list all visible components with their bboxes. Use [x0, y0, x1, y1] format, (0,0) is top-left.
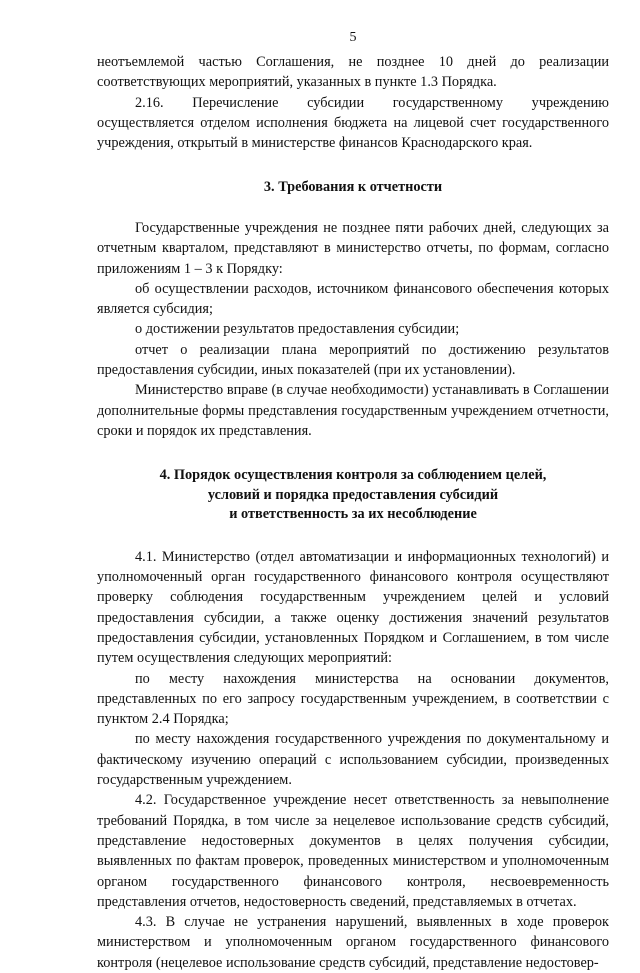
section-3-paragraph: Государственные учреждения не позднее пяти рабочих дней, следующих за отчетным кварталом, представляют в министерство отчеты, по формам, согласно приложениям 1 – 3 к Порядку: — [97, 219, 609, 277]
section-4-paragraph: по месту нахождения министерства на основании документов, представленных по его запросу государственным учреждением, в соответствии с пунктом 2.4 Порядка; — [97, 670, 609, 728]
page-number: 5 — [349, 30, 357, 45]
paragraph-4-1: 4.1. Министерство (отдел автоматизации и информационных технологий) и уполномоченный орган государственного финансового контроля осуществляют проверку соблюдения государственным учреждением целей и условий предоставления субсидии, а также оценку достижения значений результатов предоставления субсидии, установленных Порядком и Соглашением, в том числе путем осуществления следующих мероприятий: — [97, 548, 609, 667]
section-4-heading-line: 4. Порядок осуществления контроля за соблюдением целей, — [159, 467, 547, 484]
paragraph-4-3: 4.3. В случае не устранения нарушений, выявленных в ходе проверок министерством и уполномоченным органом государственного финансового контроля (нецелевое использование средств субсидий, представление недостовер- — [97, 914, 609, 971]
document-page — [97, 30, 609, 973]
section-4-heading — [97, 466, 609, 525]
paragraph-continuation: неотъемлемой частью Соглашения, не позднее 10 дней до реализации соответствующих мероприятий, указанных в пункте 1.3 Порядка. — [97, 54, 609, 91]
section-4-heading-line: и ответственность за их несоблюдение — [229, 506, 477, 523]
paragraph-2-16: 2.16. Перечисление субсидии государственному учреждению осуществляется отделом исполнения бюджета на лицевой счет государственного учреждения, открытый в министерстве финансов Краснодарского края. — [97, 94, 609, 152]
section-3-paragraph: о достижении результатов предоставления субсидии; — [135, 321, 460, 338]
section-4-heading-line: условий и порядка предоставления субсидий — [207, 486, 499, 503]
section-3-paragraph: об осуществлении расходов, источником финансового обеспечения которых является субсидия; — [97, 280, 609, 318]
section-4-paragraph: по месту нахождения государственного учреждения по документальному и фактическому изучению операций с использованием субсидии, произведенных государственным учреждением. — [97, 731, 609, 789]
section-3-heading: 3. Требования к отчетности — [263, 179, 443, 196]
paragraph-4-2: 4.2. Государственное учреждение несет ответственность за невыполнение требований Порядка, в том числе за нецелевое использование средств субсидий, представление недостоверных документов в целях получения субсидии, выявленных по фактам проверок, проведенных министерством и уполномоченным органом государственного финансового контроля, несвоевременность представления отчетов, недостоверность сведений, представляемых в отчетах. — [97, 792, 609, 910]
section-3-paragraph: отчет о реализации плана мероприятий по достижению результатов предоставления субсидии, иных показателей (при их установлении). — [97, 341, 609, 379]
section-3-paragraph: Министерство вправе (в случае необходимости) устанавливать в Соглашении дополнительные формы представления государственным учреждением отчетности, сроки и порядок их представления. — [97, 382, 609, 439]
